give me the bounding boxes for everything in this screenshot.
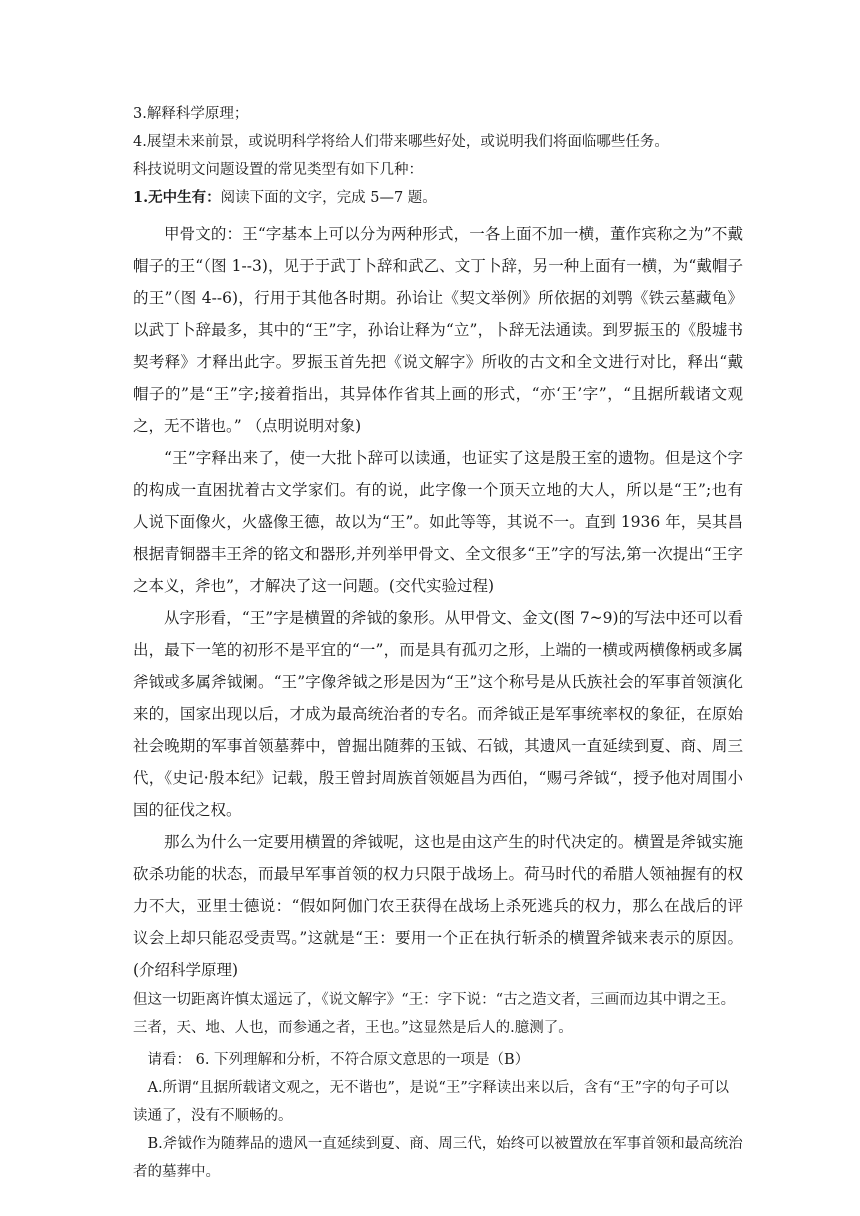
option-a: A.所谓“且据所载诸文观之，无不谐也”，是说“王”字释读出来以后，含有“王”字的句子可以读通了，没有不顺畅的。 <box>133 1080 730 1124</box>
article-paragraph-5: 但这一切距离许慎太遥远了，《说文解字》“王：字下说：“古之造文者，三画而边其中谓之王。三者，天、地、人也，而参通之者，王也。”这显然是后人的.臆测了。 <box>133 992 736 1036</box>
question-6-stem: 请看： 6. 下列理解和分析，不符合原文意思的一项是（B） <box>147 1052 530 1068</box>
type-1-text: 阅读下面的文字，完成 5—7 题。 <box>220 190 437 206</box>
list-item-4: 4.展望未来前景，或说明科学将给人们带来哪些好处，或说明我们将面临哪些任务。 <box>133 134 669 150</box>
list-item-3: 3.解释科学原理； <box>133 106 249 122</box>
document-content <box>133 100 743 1186</box>
type-1-line <box>133 184 743 212</box>
type-1-label: 1.无中生有： <box>133 189 221 206</box>
article-paragraph-1: 甲骨文的：王“字基本上可以分为两种形式，一各上面不加一横，董作宾称之为”不戴帽子的王“（图 1--3)，见于于武丁卜辞和武乙、文丁卜辞，另一种上面有一横，为“戴帽子的王”（图 4--6)，行用于其他各时期。孙诒让《契文举例》所依据的刘鹗《铁云墓藏龟》以武丁卜辞最多，其中的“王”字，孙诒让释为“立”，卜辞无法通读。到罗振玉的《殷墟书契考释》才释出此字。罗振玉首先把《说文解字》所收的古文和全文进行对比，释出“戴帽子的”是“王”字;接着指出，其异体作省其上画的形式，“亦‘王’字”，“且据所载诸文观之，无不谐也。” （点明说明对象) <box>133 225 743 435</box>
article-paragraph-4: 那么为什么一定要用横置的斧钺呢，这也是由这产生的时代决定的。横置是斧钺实施砍杀功能的状态，而最早军事首领的权力只限于战场上。荷马时代的希腊人领袖握有的权力不大，亚里士德说：“假如阿伽门农王获得在战场上杀死逃兵的权力，那么在战后的评议会上却只能忍受责骂。”这就是“王：要用一个正在执行斩杀的横置斧钺来表示的原因。(介绍科学原理) <box>133 833 743 979</box>
article-paragraph-2: “王”字释出来了，使一大批卜辞可以读通，也证实了这是殷王室的遗物。但是这个字的构成一直困扰着古文学家们。有的说，此字像一个顶天立地的大人，所以是“王”;也有人说下面像火，火盛像王德，故以为“王”。如此等等，其说不一。直到 1936 年，吴其昌根据青铜器丰王斧的铭文和器形,并列举甲骨文、全文很多“王”字的写法,第一次提出“王字之本义，斧也”，才解决了这一问题。(交代实验过程) <box>133 449 743 595</box>
types-intro: 科技说明文问题设置的常见类型有如下几种： <box>133 162 423 178</box>
article-paragraph-3: 从字形看，“王”字是横置的斧钺的象形。从甲骨文、金文(图 7~9)的写法中还可以看出，最下一笔的初形不是平宜的“一”，而是具有孤刃之形，上端的一横或两横像柄或多属斧钺或多属斧钺阑。“王”字像斧钺之形是因为“王”这个称号是从氏族社会的军事首领演化来的，国家出现以后，才成为最高统治者的专名。而斧钺正是军事统率权的象征，在原始社会晚期的军事首领墓葬中，曾掘出随葬的玉钺、石钺，其遗风一直延续到夏、商、周三代，《史记·殷本纪》记载，殷王曾封周族首领姬昌为西伯，“赐弓斧钺“，授予他对周围小国的征伐之权。 <box>133 609 743 819</box>
option-b: B.斧钺作为随葬品的遗风一直延续到夏、商、周三代，始终可以被置放在军事首领和最高统治者的墓葬中。 <box>133 1136 743 1180</box>
